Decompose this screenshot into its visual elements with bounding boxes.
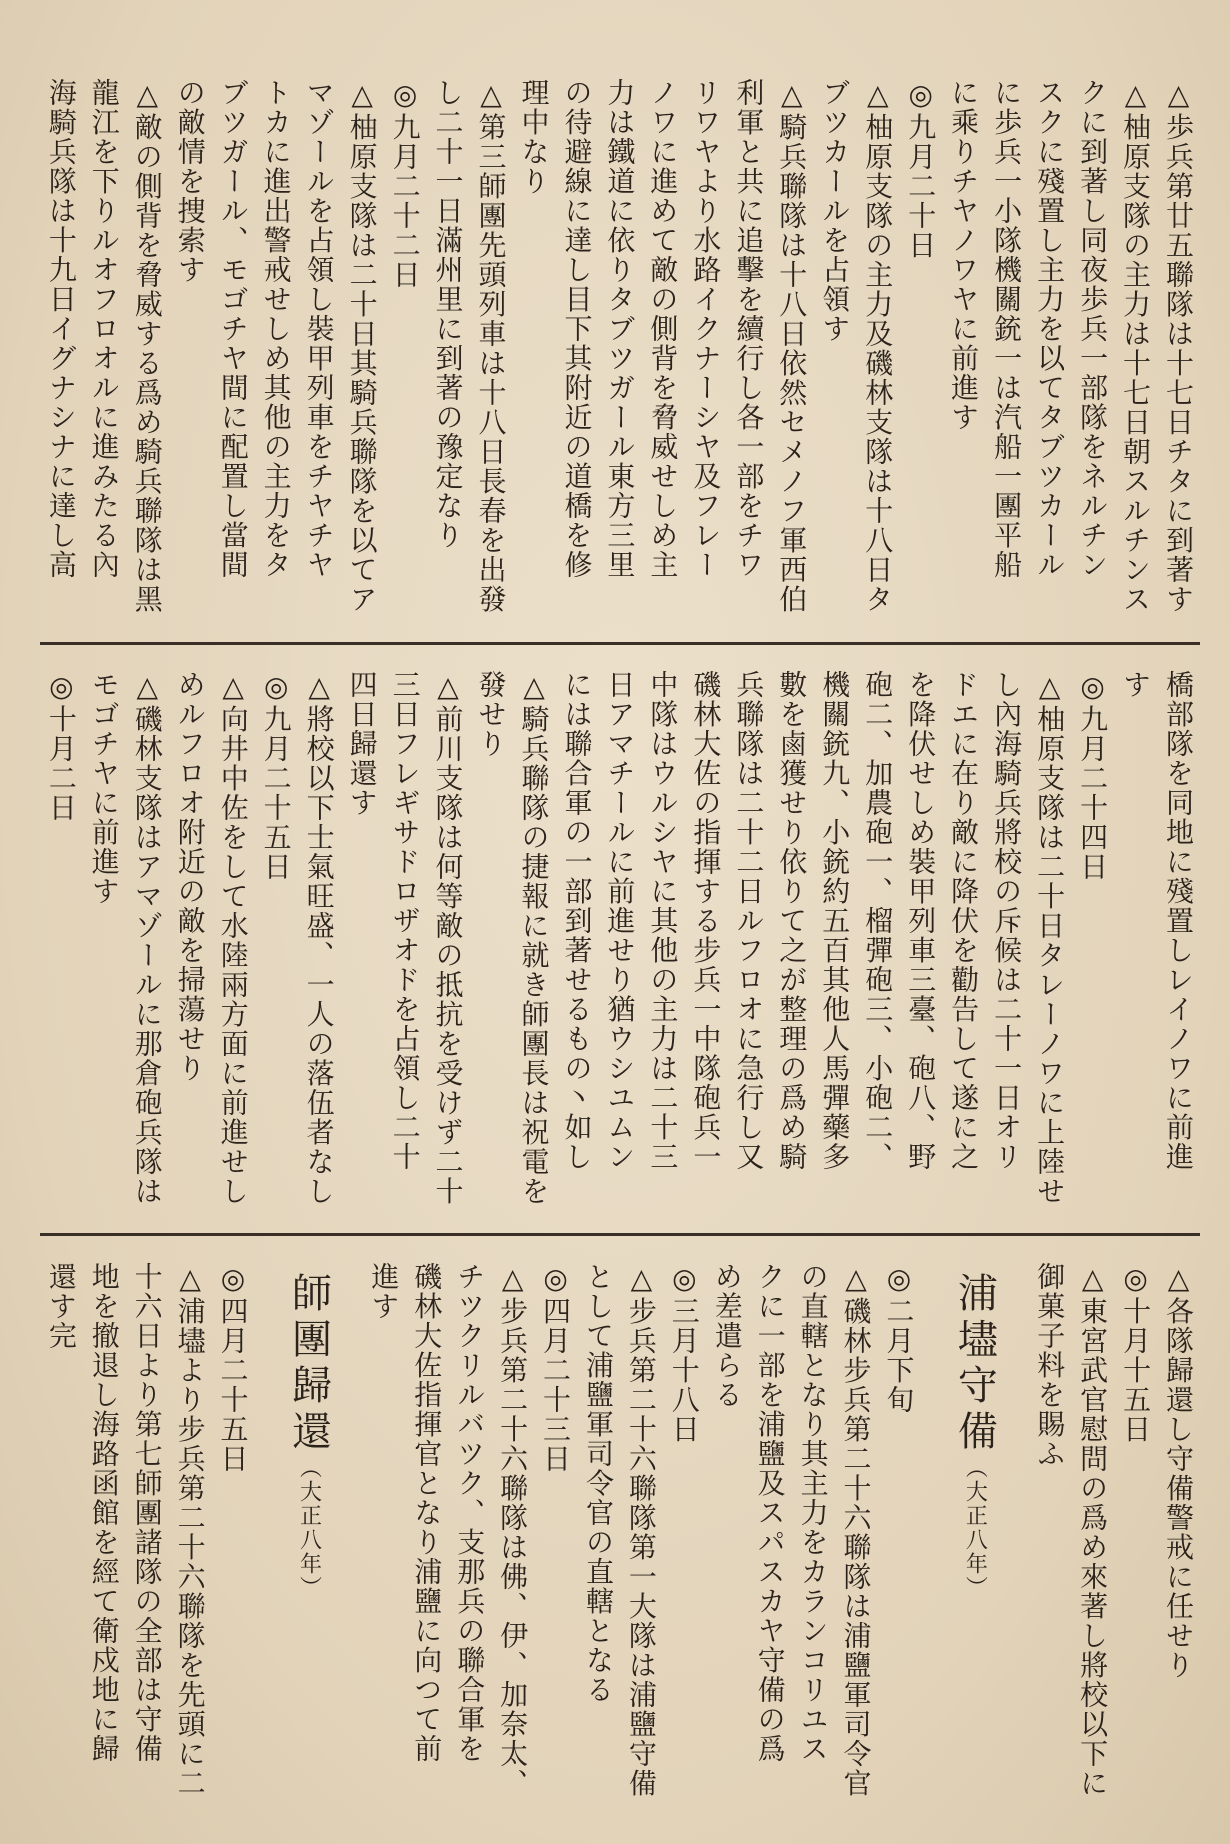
text-column: △騎兵聯隊は十八日依然セメノフ軍西伯 [775, 78, 809, 614]
text-column: に乘りチヤノワヤに前進す [947, 78, 981, 432]
heading-title: 師團歸還 [285, 1272, 332, 1456]
text-column: △將校以下士氣旺盛、一人の落伍者なし [302, 670, 336, 1206]
text-column: △第三師團先頭列車は十八日長春を出發 [474, 78, 508, 614]
text-column: 發せり [474, 670, 508, 759]
heading-year: （大正八年） [962, 1456, 988, 1600]
text-column: △磯林步兵第二十六聯隊は浦鹽軍司令官 [839, 1262, 873, 1798]
text-column: クに到著し同夜歩兵一部隊をネルチン [1076, 78, 1110, 580]
text-column: 御菓子料を賜ふ [1033, 1262, 1067, 1469]
section-1 [40, 78, 1200, 638]
text-column: 進す [367, 1262, 401, 1321]
text-column: 磯林大佐の指揮する步兵一中隊砲兵一 [689, 670, 723, 1172]
text-column: ◎四月二十五日 [216, 1262, 250, 1474]
text-column: 磯林大佐指揮官となり浦鹽に向つて前 [410, 1262, 444, 1764]
text-column: の待避線に達し目下其附近の道橋を修 [560, 78, 594, 580]
text-column: 海騎兵隊は十九日イグナシナに達し高 [44, 78, 78, 580]
text-column: 兵聯隊は二十二日ルフロオに急行し又 [732, 670, 766, 1172]
spacer [338, 1262, 362, 1802]
text-column: 砲二、加農砲一、榴彈砲三、小砲二、 [861, 670, 895, 1172]
section-heading-division-return [278, 1262, 338, 1802]
text-column: 十六日より第七師團諸隊の全部は守備 [130, 1262, 164, 1764]
spacer [255, 1262, 279, 1802]
text-column: チツクリルバツク、支那兵の聯合軍を [453, 1262, 487, 1764]
text-column: 理中なり [517, 78, 551, 196]
text-column: を降伏せしめ裝甲列車三臺、砲八、野 [904, 670, 938, 1172]
text-column: ◎九月二十五日 [259, 670, 293, 882]
heading-title: 浦壗守備 [951, 1272, 998, 1456]
text-column: めルフロオ附近の敵を掃蕩せり [173, 670, 207, 1083]
text-column: △磯林支隊はアマゾールに那倉砲兵隊は [130, 670, 164, 1206]
text-column: クに一部を浦鹽及スパスカヤ守備の爲 [753, 1262, 787, 1764]
text-column: ◎十月二日 [44, 670, 78, 823]
section-3 [40, 1262, 1200, 1802]
text-column: △歩兵第廿五聯隊は十七日チタに到著す [1162, 78, 1195, 614]
text-column: △向井中佐をして水陸兩方面に前進せし [216, 670, 250, 1206]
text-column: △浦壗より步兵第二十六聯隊を先頭に二 [173, 1262, 207, 1798]
text-column: 數を鹵獲せり依りて之が整理の爲め騎 [775, 670, 809, 1172]
text-column: の直轄となり其主力をカランコリユス [796, 1262, 830, 1764]
text-column: 三日フレギサドロザオドを占領し二十 [388, 670, 422, 1172]
text-column: し內海騎兵將校の斥候は二十一日オリ [990, 670, 1024, 1172]
text-column: ◎二月下旬 [882, 1262, 916, 1415]
section-2 [40, 670, 1200, 1230]
text-column: 還す完 [44, 1262, 78, 1351]
heading-year: （大正八年） [296, 1456, 322, 1600]
text-column: 橋部隊を同地に殘置しレイノワに前進 [1162, 670, 1195, 1172]
text-column: △各隊歸還し守備警戒に任せり [1162, 1262, 1195, 1680]
text-column: 四日歸還す [345, 670, 379, 818]
text-column: 利軍と共に追擊を續行し各一部をチワ [732, 78, 766, 580]
text-column: ◎四月二十三日 [539, 1262, 573, 1474]
text-column: ブツカールを占領す [818, 78, 852, 344]
text-column: ブツガール、モゴチヤ間に配置し當間 [216, 78, 250, 580]
text-column: △柚原支隊の主力及磯林支隊は十八日タ [861, 78, 895, 614]
text-column: △柚原支隊は二十日其騎兵聯隊を以てア [345, 78, 379, 614]
text-column: には聯合軍の一部到著せるもの丶如し [560, 670, 594, 1172]
text-column: マゾールを占領し裝甲列車をチヤチヤ [302, 78, 336, 580]
text-column: リワヤより水路イクナーシヤ及フレー [689, 78, 723, 580]
spacer [1004, 1262, 1028, 1802]
text-column: の敵情を捜索す [173, 78, 207, 285]
text-column: △敵の側背を脅威する爲め騎兵聯隊は黑 [130, 78, 164, 614]
text-column: 中隊はウルシヤに其他の主力は二十三 [646, 670, 680, 1172]
text-column: 力は鐵道に依りタブツガール東方三里 [603, 78, 637, 580]
text-column: し二十一日滿州里に到著の豫定なり [431, 78, 465, 550]
text-column: △步兵第二十六聯隊は佛、伊、加奈太、 [496, 1262, 530, 1798]
text-column: △柚原支隊の主力は十七日朝スルチンス [1119, 78, 1153, 614]
text-column: として浦鹽軍司令官の直轄となる [581, 1262, 615, 1705]
divider-rule [40, 1233, 1200, 1236]
text-column: ◎九月二十四日 [1076, 670, 1110, 882]
text-column: 地を撤退し海路函館を經て衛戍地に歸 [87, 1262, 121, 1764]
text-column: に歩兵一小隊機關銃一は汽船一團平船 [990, 78, 1024, 580]
text-column: スクに殘置し主力を以てタブツカール [1033, 78, 1067, 580]
divider-rule [40, 642, 1200, 645]
text-column: ◎三月十八日 [667, 1262, 701, 1444]
text-column: ドエに在り敵に降伏を勸告して遂に之 [947, 670, 981, 1172]
text-column: △東宮武官慰問の爲め來著し將校以下に [1076, 1262, 1110, 1798]
text-column: す [1119, 670, 1153, 700]
text-column: 機關銃九、小銃約五百其他人馬彈藥多 [818, 670, 852, 1172]
text-column: トカに進出警戒せしめ其他の主力をタ [259, 78, 293, 580]
section-heading-urajio-defense [944, 1262, 1004, 1802]
text-column: ◎十月十五日 [1119, 1262, 1153, 1444]
text-column: △前川支隊は何等敵の抵抗を受けず二十 [431, 670, 465, 1206]
text-column: △柚原支隊は二十日タレーノワに上陸せ [1033, 670, 1067, 1206]
text-column: △騎兵聯隊の捷報に就き師團長は祝電を [517, 670, 551, 1206]
text-column: ◎九月二十二日 [388, 78, 422, 290]
text-column: 龍江を下りルオフロオルに進みたる內 [87, 78, 121, 580]
text-column: 日アマチールに前進せり猶ウシユムン [603, 670, 637, 1172]
text-column: ノワに進めて敵の側背を脅威せしめ主 [646, 78, 680, 580]
text-column: ◎九月二十日 [904, 78, 938, 260]
text-column: め差遣らる [710, 1262, 744, 1410]
spacer [920, 1262, 944, 1802]
text-column: △步兵第二十六聯隊第一大隊は浦鹽守備 [624, 1262, 658, 1798]
text-column: モゴチヤに前進す [87, 670, 121, 906]
